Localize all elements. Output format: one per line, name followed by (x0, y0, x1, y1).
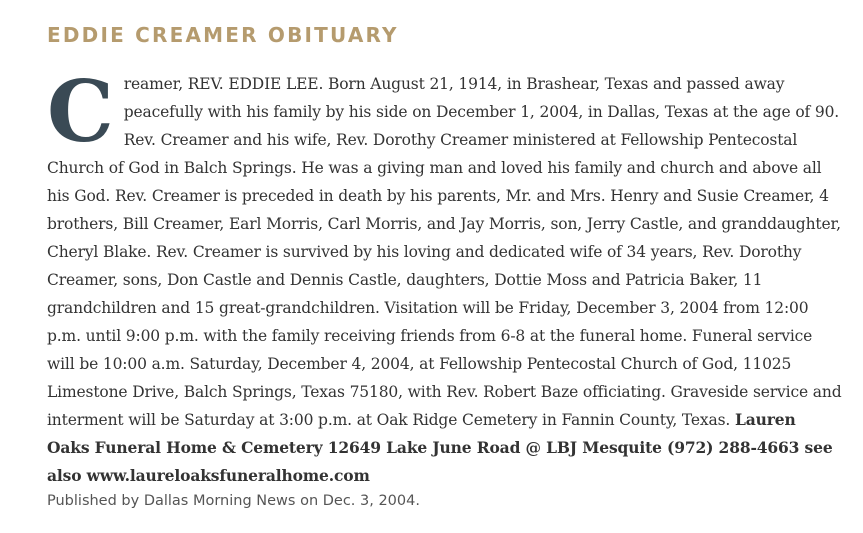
funeral-home-info: Lauren Oaks Funeral Home & Cemetery 12649 Lake June Road @ LBJ Mesquite (972) 288-4663 see also www.laureloaksfuneralhome.com (47, 410, 833, 485)
obituary-body (47, 62, 843, 490)
published-credit: Published by Dallas Morning News on Dec. 3, 2004. (47, 493, 420, 509)
obituary-text: reamer, REV. EDDIE LEE. Born August 21, 1914, in Brashear, Texas and passed away peacefully with his family by his side on December 1, 2004, in Dallas, Texas at the age of 90. Rev. Creamer and his wife, Rev. Dorothy Creamer ministered at Fellowship Pentecostal Church of God in Balch Springs. He was a giving man and loved his family and church and above all his God. Rev. Creamer is preceded in death by his parents, Mr. and Mrs. Henry and Susie Creamer, 4 brothers, Bill Creamer, Earl Morris, Carl Morris, and Jay Morris, son, Jerry Castle, and granddaughter, Cheryl Blake. Rev. Creamer is survived by his loving and dedicated wife of 34 years, Rev. Dorothy Creamer, sons, Don Castle and Dennis Castle, daughters, Dottie Moss and Patricia Baker, 11 grandchildren and 15 great-grandchildren. Visitation will be Friday, December 3, 2004 from 12:00 p.m. until 9:00 p.m. with the family receiving friends from 6-8 at the funeral home. Funeral service will be 10:00 a.m. Saturday, December 4, 2004, at Fellowship Pentecostal Church of God, 11025 Limestone Drive, Balch Springs, Texas 75180, with Rev. Robert Baze officiating. Graveside service and interment will be Saturday at 3:00 p.m. at Oak Ridge Cemetery in Fannin County, Texas. (47, 75, 842, 429)
drop-cap-letter: C (47, 62, 114, 161)
obituary-title: EDDIE CREAMER OBITUARY (47, 23, 399, 47)
